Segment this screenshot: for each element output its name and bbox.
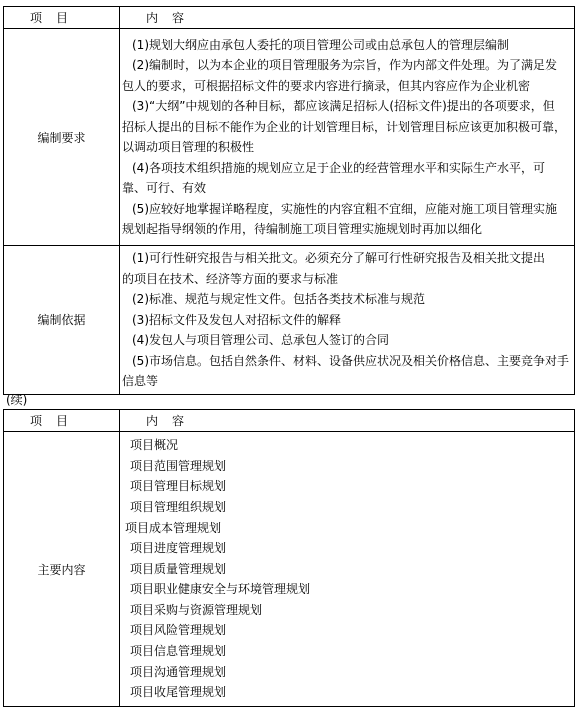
content-line: (2)编制时，以为本企业的项目管理服务为宗旨，作为内部文件处理。为了满足发 bbox=[132, 58, 558, 72]
requirements-table bbox=[3, 6, 575, 395]
header-content: 内 容 bbox=[120, 410, 575, 432]
content-line: (4)各项技术组织措施的规划应立足于企业的经营管理水平和实际生产水平，可 bbox=[132, 160, 546, 175]
content-line: 规划起指导纲领的作用，待编制施工项目管理实施规划时再加以细化 bbox=[122, 222, 483, 236]
table-header-row bbox=[4, 410, 575, 432]
header-content: 内 容 bbox=[120, 7, 575, 29]
list-item: 项目管理组织规划 bbox=[130, 499, 227, 514]
list-item: 项目采购与资源管理规划 bbox=[130, 602, 263, 617]
table-header-row bbox=[4, 7, 575, 29]
content-line: 靠、可行、有效 bbox=[122, 181, 207, 195]
table-row bbox=[4, 432, 575, 707]
content-line: 招标人提出的目标不能作为企业的计划管理目标，计划管理目标应该更加积极可靠， bbox=[122, 119, 567, 134]
content-line: 的项目在技术、经济等方面的要求与标准 bbox=[122, 271, 339, 286]
table-row bbox=[4, 29, 575, 246]
list-item: 项目质量管理规划 bbox=[130, 561, 227, 576]
content-line: 包人的要求，可根据招标文件的要求内容进行摘录，但其内容应作为企业机密 bbox=[122, 78, 531, 93]
row-label: 主要内容 bbox=[4, 432, 120, 707]
content-line: (3)招标文件及发包人对招标文件的解释 bbox=[132, 312, 341, 327]
content-line: 以调动项目管理的积极性 bbox=[122, 140, 255, 154]
main-content-table bbox=[3, 409, 575, 707]
row-label: 编制依据 bbox=[4, 246, 120, 395]
content-line: (3)“大纲”中规划的各种目标，都应该满足招标人(招标文件)提出的各项要求，但 bbox=[132, 99, 555, 113]
content-line: (1)规划大纲应由承包人委托的项目管理公司或由总承包人的管理层编制 bbox=[132, 37, 510, 52]
header-item: 项 目 bbox=[4, 410, 120, 432]
row-content bbox=[120, 246, 575, 395]
list-item: 项目收尾管理规划 bbox=[130, 685, 227, 700]
list-item: 项目信息管理规划 bbox=[130, 644, 227, 659]
header-item: 项 目 bbox=[4, 7, 120, 29]
row-content bbox=[120, 29, 575, 246]
list-item: 项目进度管理规划 bbox=[130, 541, 227, 556]
content-line: (5)应较好地掌握详略程度，实施性的内容宜粗不宜细，应能对施工项目管理实施 bbox=[132, 201, 558, 216]
list-item: 项目范围管理规划 bbox=[130, 458, 227, 473]
content-line: (1)可行性研究报告与相关批文。必须充分了解可行性研究报告及相关批文提出 bbox=[132, 251, 546, 265]
list-item: 项目成本管理规划 bbox=[125, 520, 222, 535]
list-item: 项目职业健康安全与环境管理规划 bbox=[130, 582, 311, 597]
content-line: (2)标准、规范与规定性文件。包括各类技术标准与规范 bbox=[132, 292, 426, 306]
row-content bbox=[120, 432, 575, 707]
content-line: (5)市场信息。包括自然条件、材料、设备供应状况及相关价格信息、主要竞争对手 bbox=[132, 353, 570, 368]
list-item: 项目风险管理规划 bbox=[130, 623, 227, 638]
list-item: 项目沟通管理规划 bbox=[130, 664, 227, 679]
content-line: 信息等 bbox=[122, 374, 159, 388]
table-row bbox=[4, 246, 575, 395]
list-item: 项目管理目标规划 bbox=[130, 479, 227, 494]
content-line: (4)发包人与项目管理公司、总承包人签订的合同 bbox=[132, 333, 389, 347]
continued-label: (续) bbox=[6, 393, 28, 407]
row-label: 编制要求 bbox=[4, 29, 120, 246]
list-item: 项目概况 bbox=[130, 438, 179, 453]
